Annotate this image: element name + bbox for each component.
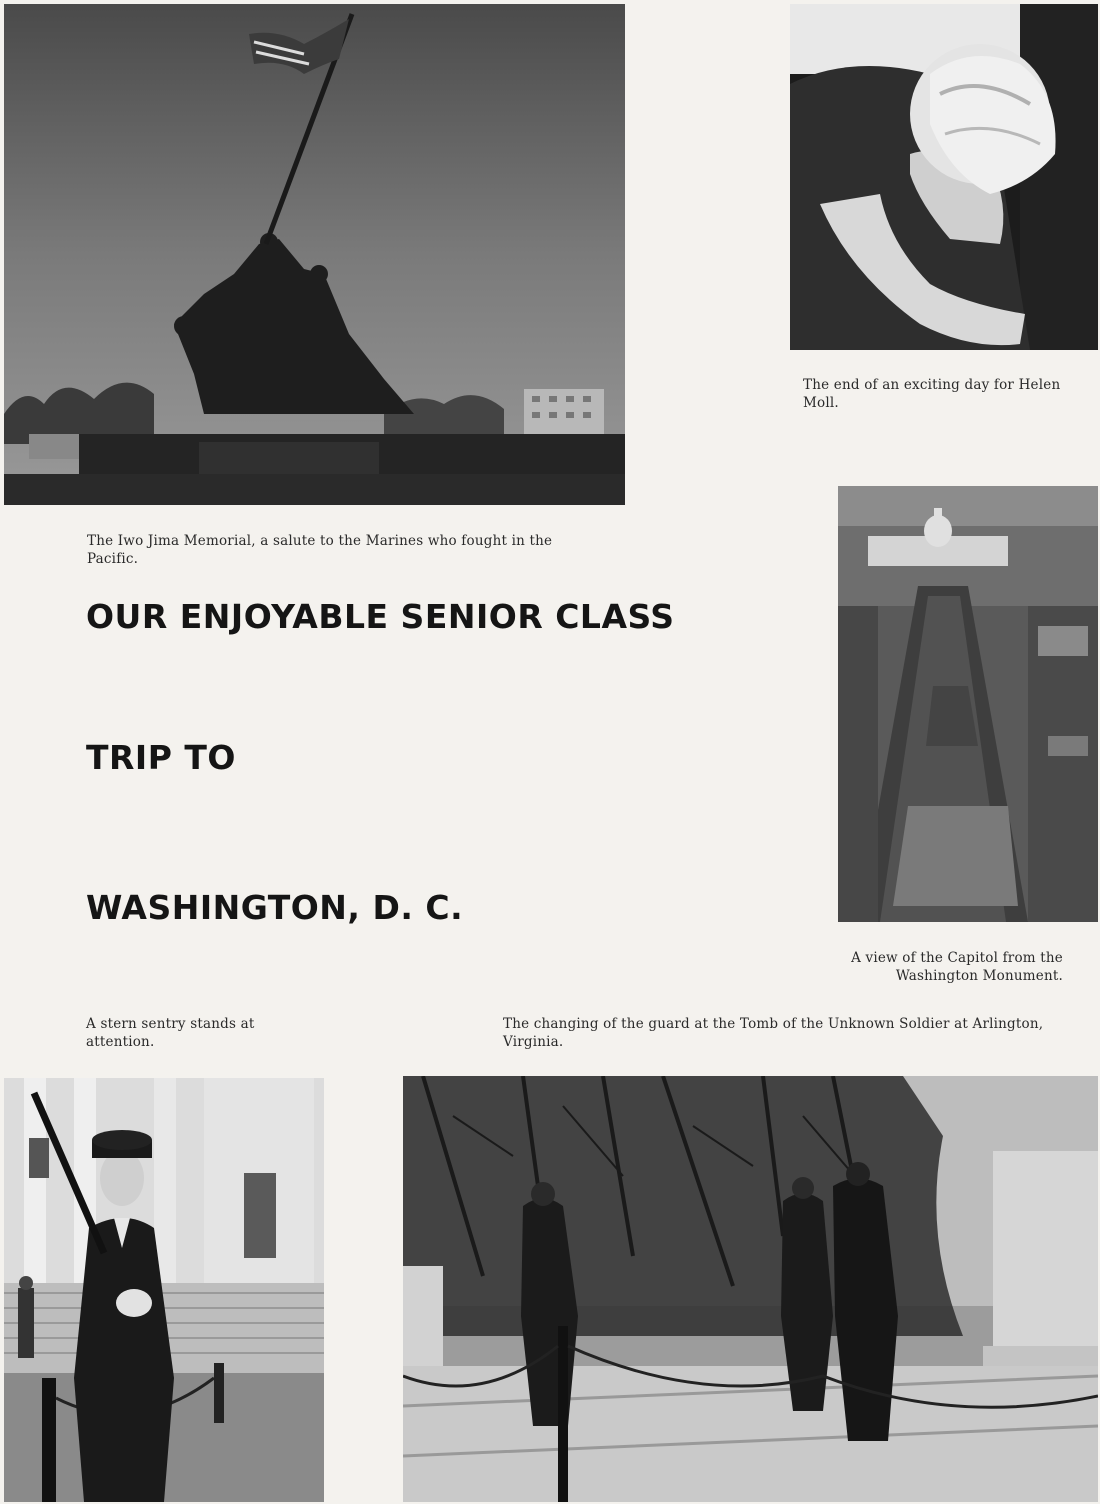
headline-line-2: TRIP TO xyxy=(86,738,236,777)
caption-capitol-view: A view of the Capitol from the Washington Monument. xyxy=(851,950,1063,984)
photo-helen-moll xyxy=(790,4,1098,350)
caption-sentry: A stern sentry stands at attention. xyxy=(86,1016,255,1050)
headline-line-3: WASHINGTON, D. C. xyxy=(86,888,464,927)
photo-changing-guard xyxy=(403,1076,1098,1502)
caption-iwo-jima: The Iwo Jima Memorial, a salute to the Marines who fought in the Pacific. xyxy=(87,533,553,567)
headline-line-1: OUR ENJOYABLE SENIOR CLASS xyxy=(86,597,675,636)
caption-changing-guard: The changing of the guard at the Tomb of the Unknown Soldier at Arlington, Virginia. xyxy=(503,1016,1044,1050)
photo-iwo-jima-memorial xyxy=(4,4,625,505)
photo-sentry xyxy=(4,1078,324,1502)
caption-helen-moll: The end of an exciting day for Helen Moll. xyxy=(803,377,1061,411)
photo-capitol-view xyxy=(838,486,1098,922)
